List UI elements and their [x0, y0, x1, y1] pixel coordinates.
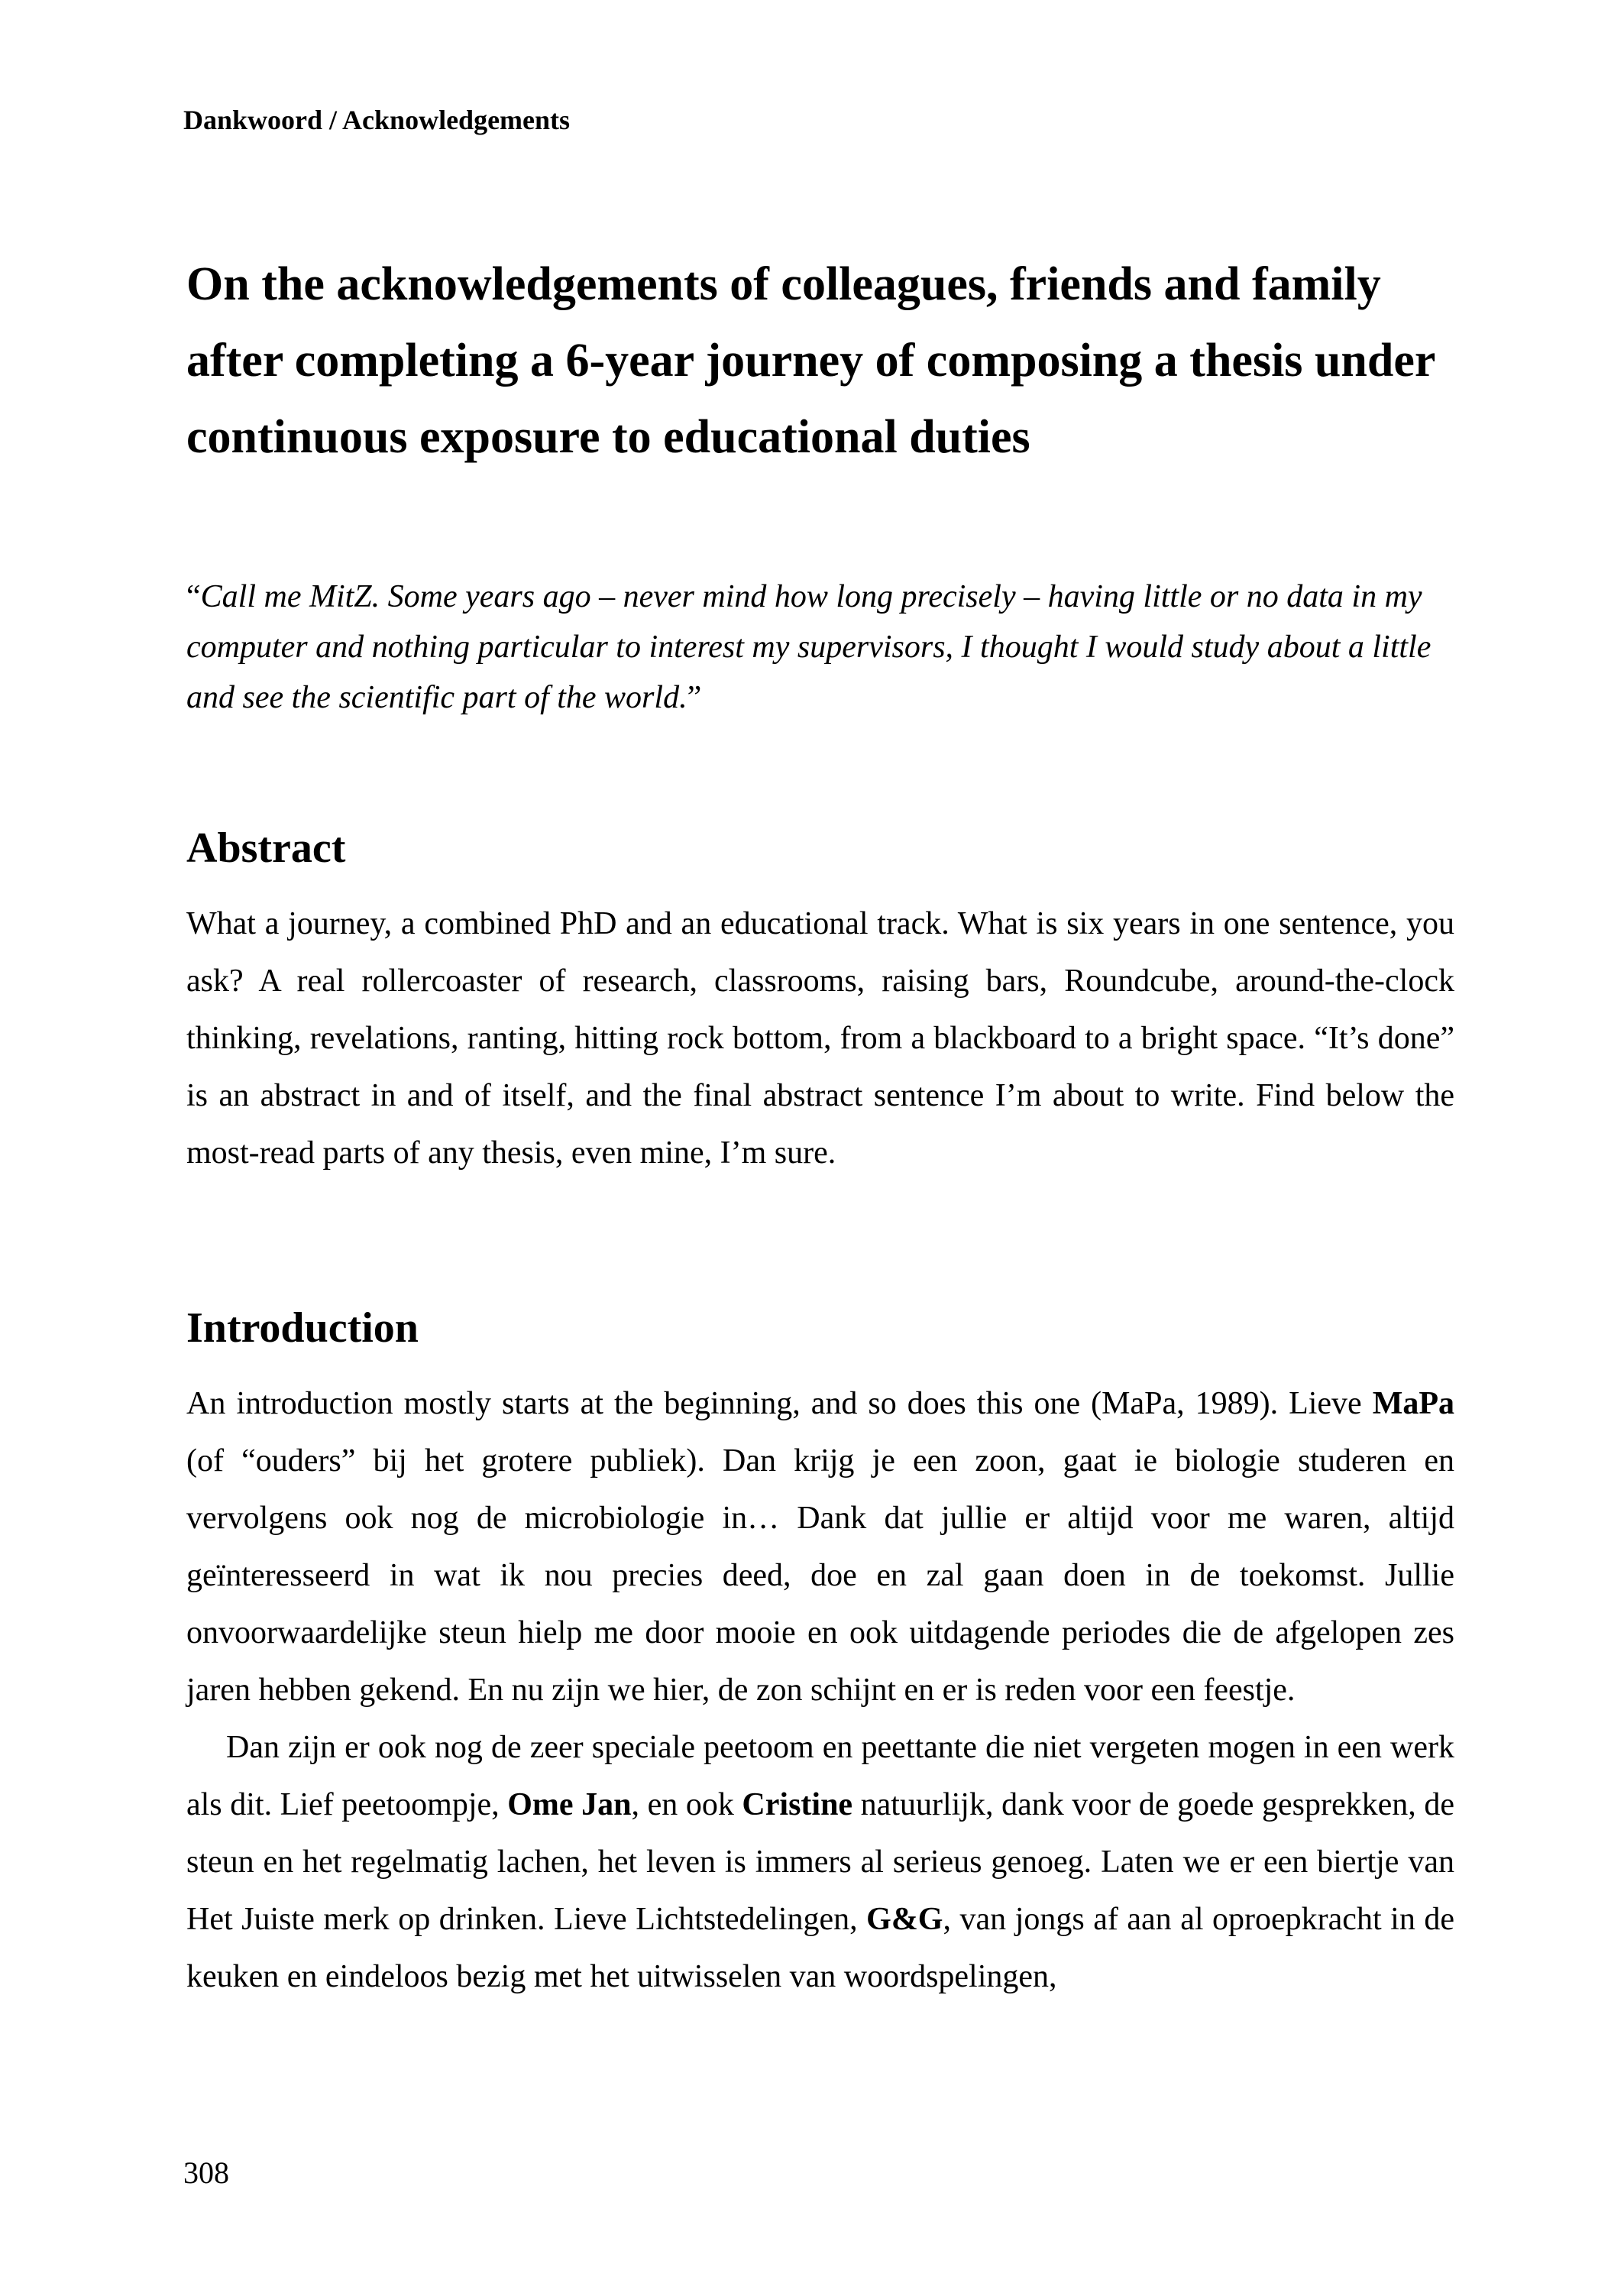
epigraph-quote	[186, 572, 1470, 723]
name-mapa: MaPa	[1372, 1386, 1454, 1421]
name-cristine: Cristine	[742, 1787, 853, 1822]
epigraph-close-quote: ”	[687, 680, 702, 715]
name-ome-jan: Ome Jan	[507, 1787, 632, 1822]
epigraph-text: Call me MitZ. Some years ago – never mind how long precisely – having little or no data in my computer and nothing particular to interest my supervisors, I thought I would study about a little and see the scientific part of the world.	[186, 579, 1432, 715]
name-g-and-g: G&G	[866, 1902, 943, 1937]
running-header: Dankwoord / Acknowledgements	[183, 105, 571, 135]
intro-p1-text-b: (of “ouders” bij het grotere publiek). Dan krijg je een zoon, gaat ie biologie studeren en vervolgens ook nog de microbiologie in… Dank dat jullie er altijd voor me waren, altijd geïnteresseerd in wat ik nou precies deed, doe en zal gaan doen in de toekomst. Jullie onvoorwaardelijke steun hielp me door mooie en ook uitdagende periodes die de afgelopen zes jaren hebben gekend. En nu zijn we hier, de zon schijnt en er is reden voor een feestje.	[186, 1443, 1454, 1708]
page-number: 308	[183, 2155, 229, 2190]
intro-p2-text-b: , en ook	[631, 1787, 742, 1822]
intro-p1-text-a: An introduction mostly starts at the beginning, and so does this one (MaPa, 1989). Lieve	[186, 1386, 1373, 1421]
abstract-heading: Abstract	[186, 824, 346, 872]
introduction-heading: Introduction	[186, 1304, 419, 1352]
page-title: On the acknowledgements of colleagues, friends and family after completing a 6-year journey of composing a thesis under continuous exposure to educational duties	[186, 258, 1435, 463]
intro-p2-text-c: natuurlijk, dank voor de goede gesprekken, de steun en het regelmatig lachen, het leven is immers al serieus genoeg. Laten we er een biertje van Het Juiste merk op drinken. Lieve Lichtstedelingen,	[186, 1787, 1454, 1937]
abstract-body: What a journey, a combined PhD and an educational track. What is six years in one sentence, you ask? A real rollercoaster of research, classrooms, raising bars, Roundcube, around-the-clock thinking, revelations, ranting, hitting rock bottom, from a blackboard to a bright space. “It’s done” is an abstract in and of itself, and the final abstract sentence I’m about to write. Find below the most-read parts of any thesis, even mine, I’m sure.	[186, 906, 1454, 1171]
introduction-paragraph-2	[186, 1719, 1454, 2006]
intro-p2-text-a: Dan zijn er ook nog de zeer speciale peetoom en peettante die niet vergeten mogen in een werk als dit. Lief peetoompje,	[186, 1730, 1454, 1822]
intro-p2-text-d: , van jongs af aan al oproepkracht in de keuken en eindeloos bezig met het uitwisselen van woordspelingen,	[186, 1902, 1454, 1994]
introduction-paragraph-1	[186, 1375, 1454, 1719]
epigraph-open-quote: “	[186, 579, 201, 614]
